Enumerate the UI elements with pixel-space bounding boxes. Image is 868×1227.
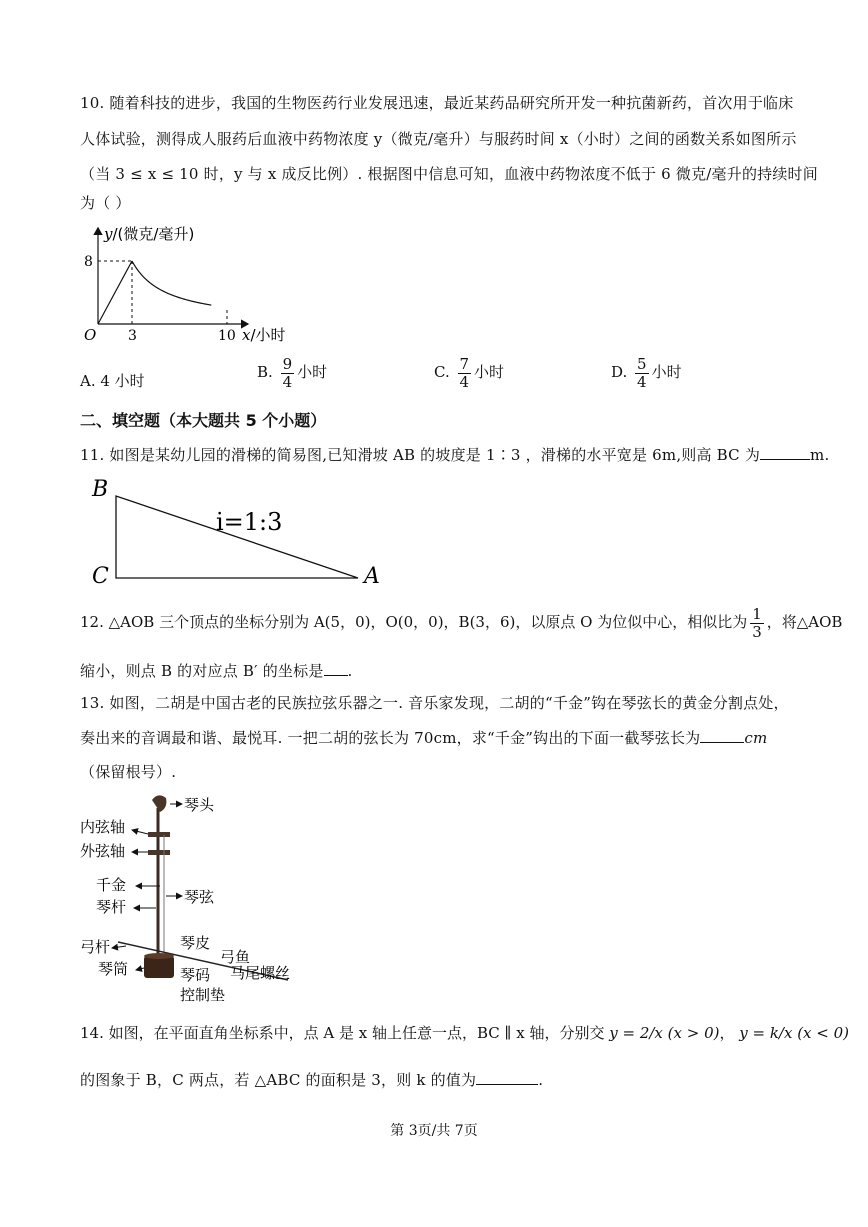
q12-answer-blank[interactable] xyxy=(324,661,348,676)
option-d-unit: 小时 xyxy=(651,363,682,381)
q12-line2-post: . xyxy=(347,662,353,680)
q10-function-graph xyxy=(76,220,306,350)
option-d[interactable] xyxy=(611,356,682,390)
q12-line2-pre: 缩小，则点 B 的对应点 B′ 的坐标是 xyxy=(80,662,324,680)
option-b-num: 9 xyxy=(282,355,293,373)
label-qinpi: 琴皮 xyxy=(180,934,211,952)
erhu-skin xyxy=(144,953,174,959)
q10-line-3: （当 3 ≤ x ≤ 10 时，y 与 x 成反比例）. 根据图中信息可知，血液中药物浓度不低于 6 微克/毫升的持续时间 xyxy=(80,165,818,183)
q14-line2-post: . xyxy=(538,1071,544,1089)
q10-line-2: 人体试验，测得成人服药后血液中药物浓度 y（微克/毫升）与服药时间 x（小时）之间的函数关系如图所示 xyxy=(80,130,797,148)
erhu-body xyxy=(144,956,174,978)
option-b-label: B. xyxy=(257,363,273,381)
q12-ratio-num: 1 xyxy=(752,605,762,623)
graph-y-label: y/(微克/毫升) xyxy=(104,225,195,243)
graph-y-tick-8: 8 xyxy=(84,254,93,270)
q14-answer-blank[interactable] xyxy=(476,1070,538,1085)
option-b[interactable] xyxy=(257,356,327,390)
label-gongyu: 弓鱼 xyxy=(220,948,251,966)
section-heading: 二、填空题（本大题共 5 个小题） xyxy=(80,411,327,430)
q14-line-1: 14. 如图，在平面直角坐标系中，点 A 是 x 轴上任意一点，BC ∥ x 轴，分别交 y = 2/x (x > 0)， y = k/x (x < 0) xyxy=(80,1024,850,1042)
outer-peg xyxy=(148,850,170,855)
label-qintong: 琴筒 xyxy=(98,960,129,978)
page-footer: 第 3页/共 7页 xyxy=(390,1123,478,1139)
q12-line-2 xyxy=(80,660,353,681)
q13-line2-post: cm xyxy=(744,729,768,747)
label-qingan: 琴杆 xyxy=(96,898,127,916)
q10-line-1: 10. 随着科技的进步，我国的生物医药行业发展迅速，最近某药品研究所开发一种抗菌新药，首次用于临床 xyxy=(80,94,794,112)
label-waixianzhou: 外弦轴 xyxy=(80,842,126,860)
label-c: C xyxy=(92,564,109,589)
q11-text-pre: 11. 如图是某幼儿园的滑梯的简易图,已知滑坡 AB 的坡度是 1∶3 ，滑梯的水平宽是 6m,则高 BC 为 xyxy=(80,446,761,464)
option-d-den: 4 xyxy=(637,372,647,391)
q11-text-post: m. xyxy=(810,446,830,464)
graph-x-label: x/小时 xyxy=(242,326,286,344)
label-a: A xyxy=(364,564,380,589)
inner-peg xyxy=(148,832,170,837)
q11-answer-blank[interactable] xyxy=(760,445,810,460)
q12-text-post: ，将△AOB xyxy=(766,613,843,631)
label-gonggan: 弓杆 xyxy=(80,938,111,956)
q13-line2-pre: 奏出来的音调最和谐、最悦耳. 一把二胡的弦长为 70cm，求“千金”钩出的下面一截琴弦长为 xyxy=(80,729,701,747)
q12-ratio-den: 3 xyxy=(752,622,762,641)
erhu-head xyxy=(152,795,166,812)
option-c-num: 7 xyxy=(459,355,470,373)
option-c-label: C. xyxy=(434,363,450,381)
q14-line2-pre: 的图象于 B，C 两点，若 △ABC 的面积是 3，则 k 的值为 xyxy=(80,1071,477,1089)
q11-text xyxy=(80,444,829,465)
option-c[interactable] xyxy=(434,356,504,390)
label-neixianzhou: 内弦轴 xyxy=(80,818,126,836)
q14-func-2: y = k/x (x < 0) xyxy=(739,1024,850,1042)
label-qinma: 琴码 xyxy=(180,966,211,984)
option-c-unit: 小时 xyxy=(474,363,505,381)
label-qinxian: 琴弦 xyxy=(184,888,215,906)
graph-origin: O xyxy=(84,326,97,344)
q13-answer-blank[interactable] xyxy=(700,728,744,743)
q14-text-pre: 14. 如图，在平面直角坐标系中，点 A 是 x 轴上任意一点，BC ∥ x 轴，分别交 xyxy=(80,1024,605,1042)
q13-line-1: 13. 如图，二胡是中国古老的民族拉弦乐器之一. 音乐家发现，二胡的“千金”钩在琴弦长的黄金分割点处， xyxy=(80,694,789,712)
option-b-den: 4 xyxy=(282,372,293,391)
label-qianjin: 千金 xyxy=(96,876,127,894)
option-a[interactable]: A. 4 小时 xyxy=(80,372,145,390)
q10-line-4: 为（ ） xyxy=(80,194,131,212)
q11-slide-diagram xyxy=(86,472,396,590)
graph-x-tick-10: 10 xyxy=(218,328,236,344)
option-c-den: 4 xyxy=(459,372,470,391)
inverse-curve xyxy=(132,261,211,305)
label-mawei: 马尾螺丝 xyxy=(230,964,291,982)
graph-x-tick-3: 3 xyxy=(128,328,137,344)
label-kongzhidian: 控制垫 xyxy=(180,986,226,1004)
q12-text-pre: 12. △AOB 三个顶点的坐标分别为 A(5，0)，O(0，0)，B(3，6)，以原点 O 为位似中心，相似比为 xyxy=(80,613,748,631)
q12-line-1 xyxy=(80,606,842,640)
linear-segment xyxy=(98,261,132,324)
q13-line-3: （保留根号）. xyxy=(80,763,177,781)
slope-label: i=1:3 xyxy=(216,508,283,536)
option-d-num: 5 xyxy=(637,355,647,373)
q13-line-2 xyxy=(80,727,767,748)
option-b-unit: 小时 xyxy=(297,363,328,381)
label-qintou: 琴头 xyxy=(184,796,215,814)
q14-func-1: y = 2/x (x > 0) xyxy=(609,1024,720,1042)
label-b: B xyxy=(92,477,109,502)
option-d-label: D. xyxy=(611,363,628,381)
erhu-diagram xyxy=(78,790,318,1010)
q14-line-2 xyxy=(80,1069,543,1090)
